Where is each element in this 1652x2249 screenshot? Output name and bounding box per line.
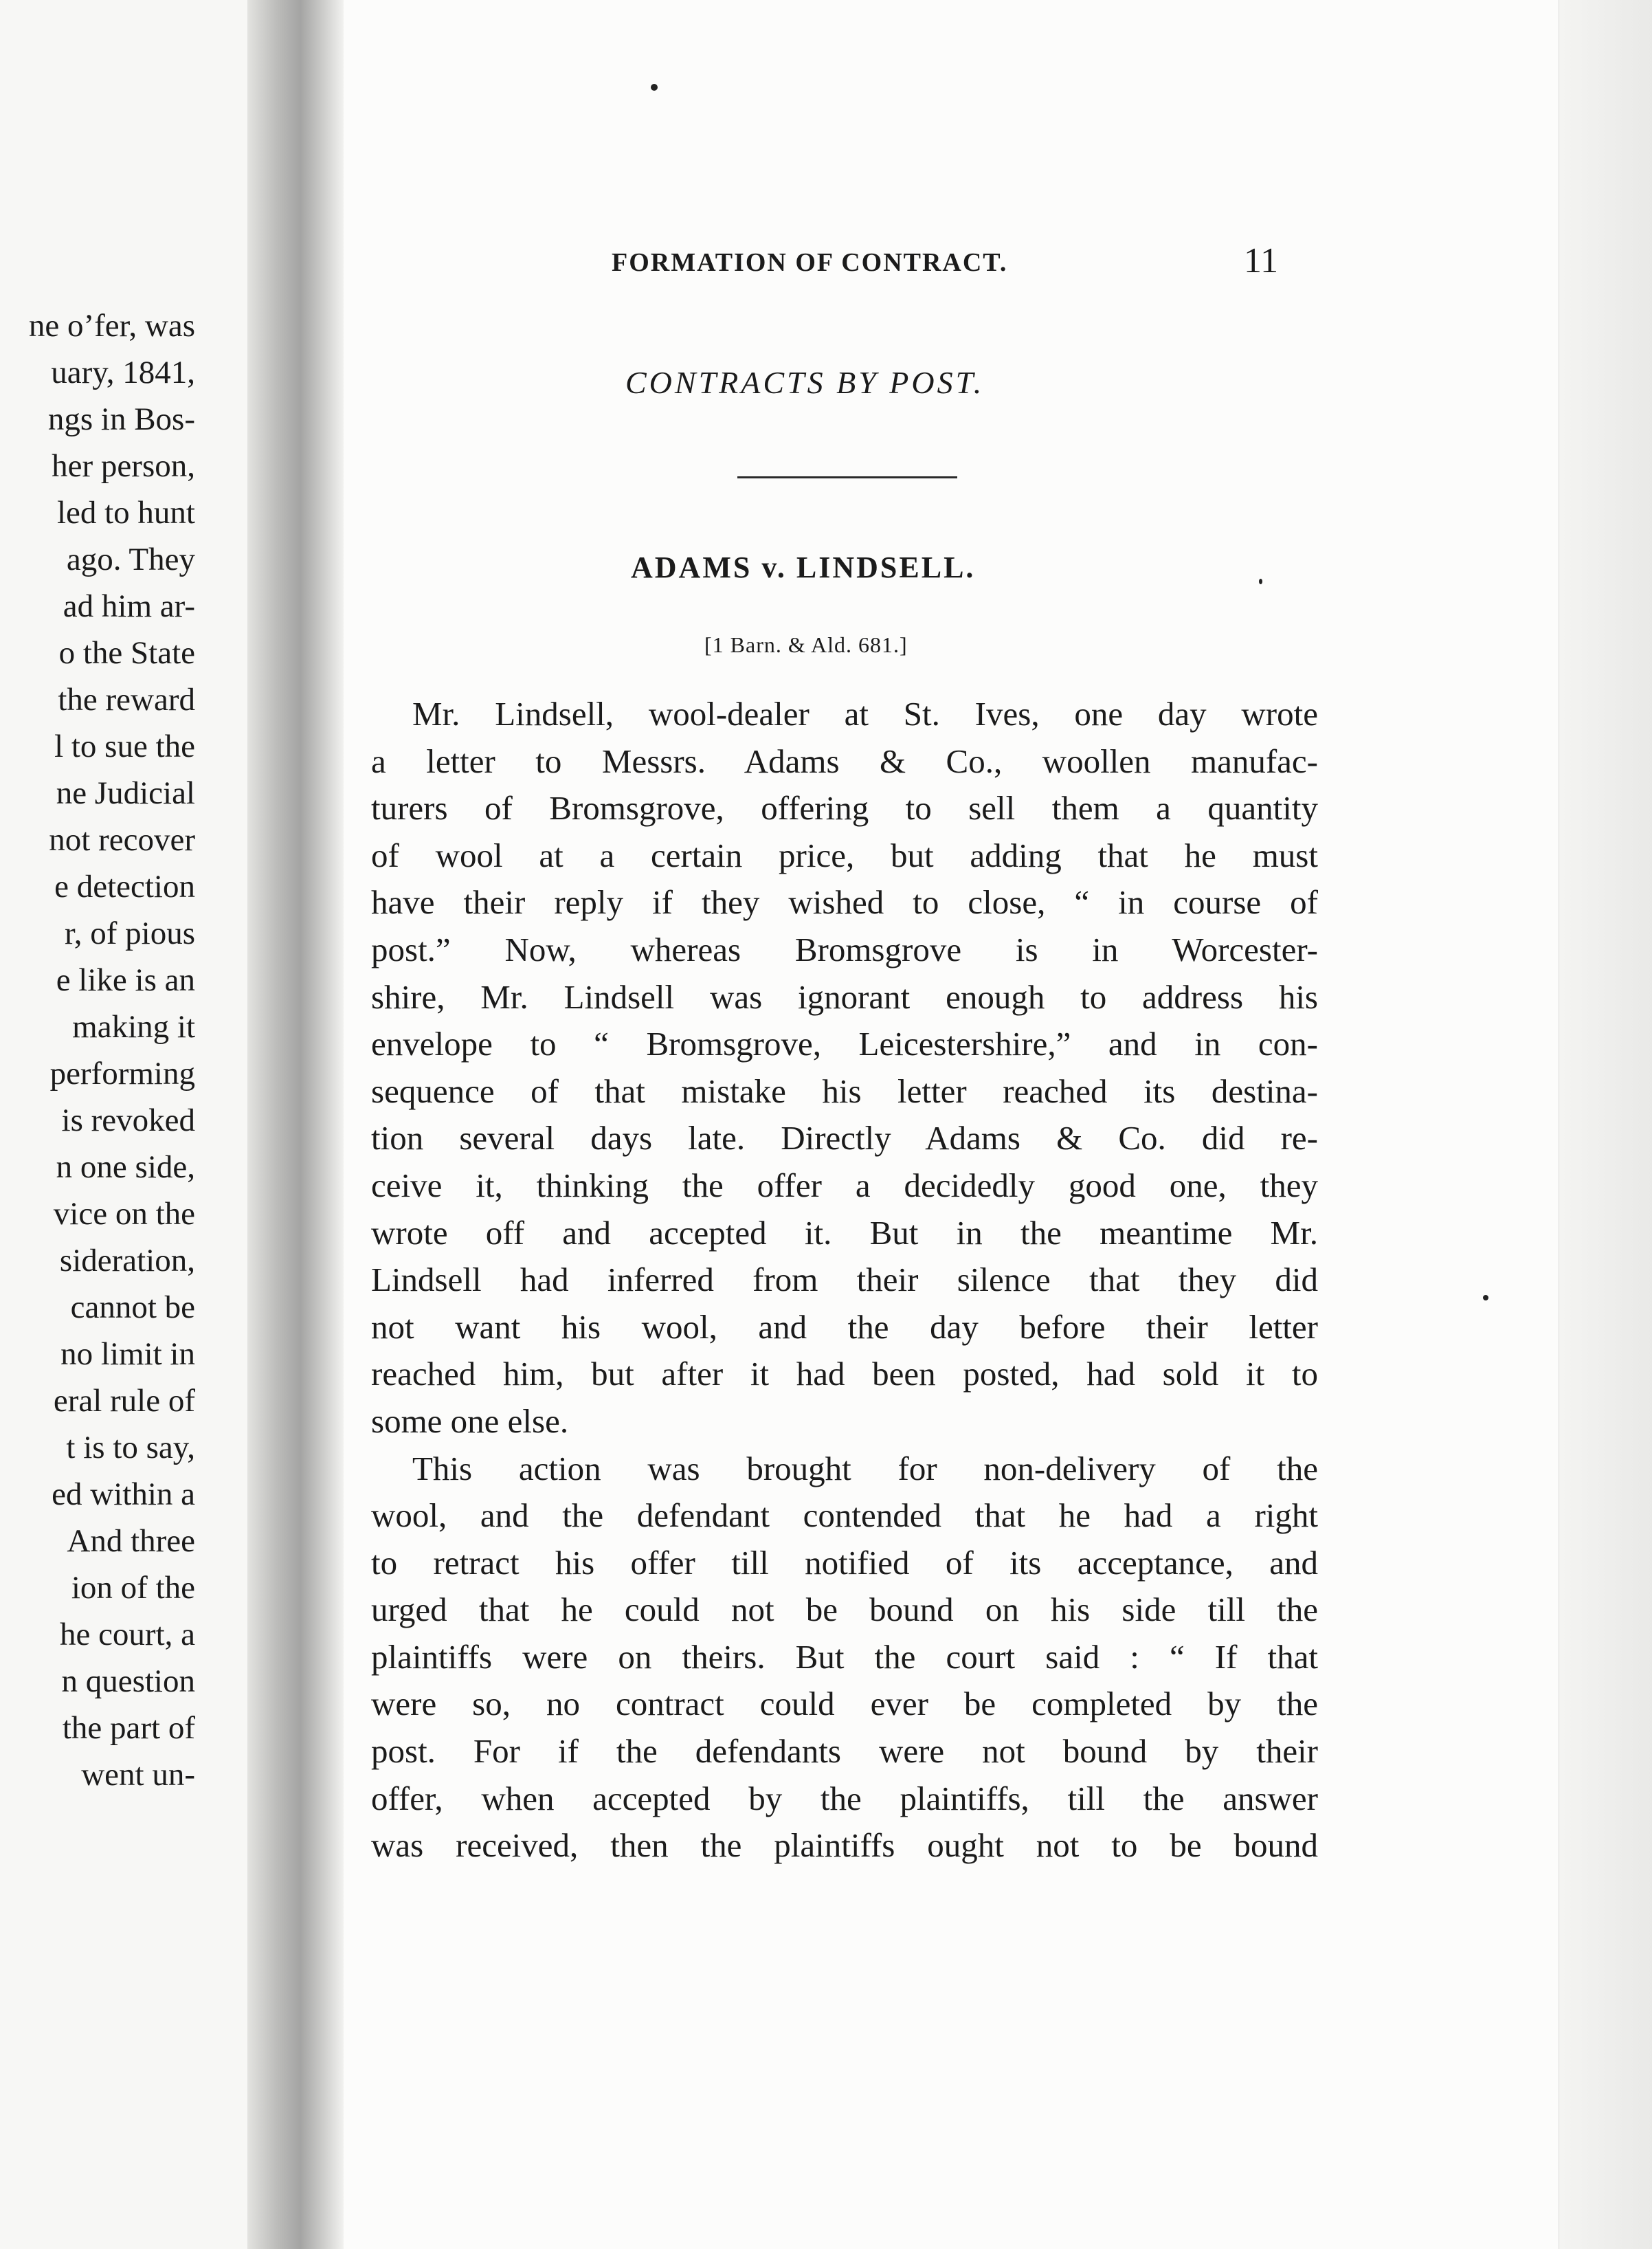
facing-page-line: not recover: [49, 822, 195, 858]
facing-page-line: the reward: [58, 682, 195, 718]
facing-page-line: went un-: [81, 1757, 195, 1793]
facing-page-line: t is to say,: [66, 1430, 195, 1465]
text-line: of wool at a certain price, but adding that he must: [371, 836, 1318, 874]
facing-page-line: eral rule of: [53, 1383, 195, 1419]
facing-page-line: vice on the: [53, 1196, 195, 1232]
facing-page-line: ne o’fer, was: [28, 308, 195, 344]
scan-speck: [1483, 1295, 1488, 1300]
text-line: to retract his offer till notified of its acceptance, and: [371, 1543, 1318, 1582]
facing-page-line: n question: [61, 1663, 195, 1699]
text-line: This action was brought for non-delivery of the: [412, 1449, 1318, 1487]
text-line: a letter to Messrs. Adams & Co., woollen manufac-: [371, 742, 1318, 780]
text-line: offer, when accepted by the plaintiffs, till the answer: [371, 1779, 1318, 1817]
facing-page-line: cannot be: [70, 1289, 195, 1325]
text-line: were so, no contract could ever be completed by the: [371, 1685, 1318, 1723]
text-line: shire, Mr. Lindsell was ignorant enough to address his: [371, 977, 1318, 1016]
facing-page-line: sideration,: [59, 1243, 195, 1278]
text-line: have their reply if they wished to close, “ in course of: [371, 883, 1318, 922]
paragraph: [371, 691, 1318, 1445]
facing-page-line: e like is an: [56, 962, 195, 998]
title-rule: [737, 476, 957, 478]
facing-page-line: performing: [49, 1056, 195, 1092]
facing-page-line: her person,: [52, 448, 195, 484]
facing-page-text: [0, 302, 195, 1798]
text-line: Lindsell had inferred from their silence that they did: [371, 1261, 1318, 1299]
book-gutter: [247, 0, 344, 2249]
facing-page-line: ngs in Bos-: [47, 401, 195, 437]
case-name: ADAMS v. LINDSELL.: [631, 551, 976, 584]
text-line: some one else.: [371, 1402, 569, 1440]
facing-page-line: ed within a: [52, 1476, 195, 1512]
paragraph: [371, 1445, 1318, 1870]
facing-page-line: And three: [67, 1523, 195, 1559]
facing-page-line: ne Judicial: [56, 775, 195, 811]
facing-page-line: ago. They: [66, 542, 195, 577]
facing-page-line: no limit in: [60, 1336, 195, 1372]
text-line: reached him, but after it had been posted, had sold it to: [371, 1355, 1318, 1393]
text-line: urged that he could not be bound on his side till the: [371, 1591, 1318, 1629]
facing-page-line: ad him ar-: [63, 588, 195, 624]
text-line: not want his wool, and the day before their letter: [371, 1307, 1318, 1346]
text-line: wrote off and accepted it. But in the meantime Mr.: [371, 1213, 1318, 1252]
facing-page-line: is revoked: [61, 1103, 195, 1138]
text-line: envelope to “ Bromsgrove, Leicestershire,” and in con-: [371, 1025, 1318, 1063]
facing-page-line: he court, a: [59, 1617, 195, 1652]
text-line: Mr. Lindsell, wool-dealer at St. Ives, one day wrote: [412, 695, 1318, 733]
body-text: [371, 691, 1318, 1870]
facing-page-line: o the State: [58, 635, 195, 671]
text-line: post. For if the defendants were not bound by their: [371, 1732, 1318, 1771]
text-line: sequence of that mistake his letter reached its destina-: [371, 1072, 1318, 1110]
running-head: FORMATION OF CONTRACT.: [612, 248, 1008, 277]
scan-speck: [651, 84, 658, 91]
text-line: turers of Bromsgrove, offering to sell them a quantity: [371, 789, 1318, 828]
scan-speck: [1259, 579, 1262, 584]
section-title: CONTRACTS BY POST.: [625, 365, 985, 400]
facing-page-line: the part of: [62, 1710, 195, 1746]
text-line: was received, then the plaintiffs ought not to be bound: [371, 1826, 1318, 1865]
page-number: 11: [1244, 241, 1279, 280]
text-line: tion several days late. Directly Adams & Co. did re-: [371, 1119, 1318, 1157]
text-line: ceive it, thinking the offer a decidedly good one, they: [371, 1166, 1318, 1204]
facing-page-line: n one side,: [56, 1149, 195, 1185]
page-edge: [1559, 0, 1652, 2249]
facing-page-line: r, of pious: [64, 916, 195, 951]
facing-page-line: making it: [72, 1009, 195, 1045]
facing-page-line: led to hunt: [56, 495, 195, 531]
text-line: post.” Now, whereas Bromsgrove is in Worcester-: [371, 930, 1318, 968]
text-line: wool, and the defendant contended that he had a right: [371, 1496, 1318, 1535]
facing-page-line: e detection: [54, 869, 195, 905]
facing-page-line: l to sue the: [54, 729, 195, 764]
facing-page-line: uary, 1841,: [51, 355, 195, 390]
case-citation: [1 Barn. & Ald. 681.]: [704, 632, 908, 657]
facing-page-line: ion of the: [71, 1570, 195, 1606]
text-line: plaintiffs were on theirs. But the court said : “ If that: [371, 1637, 1318, 1676]
facing-page: [0, 0, 254, 2249]
